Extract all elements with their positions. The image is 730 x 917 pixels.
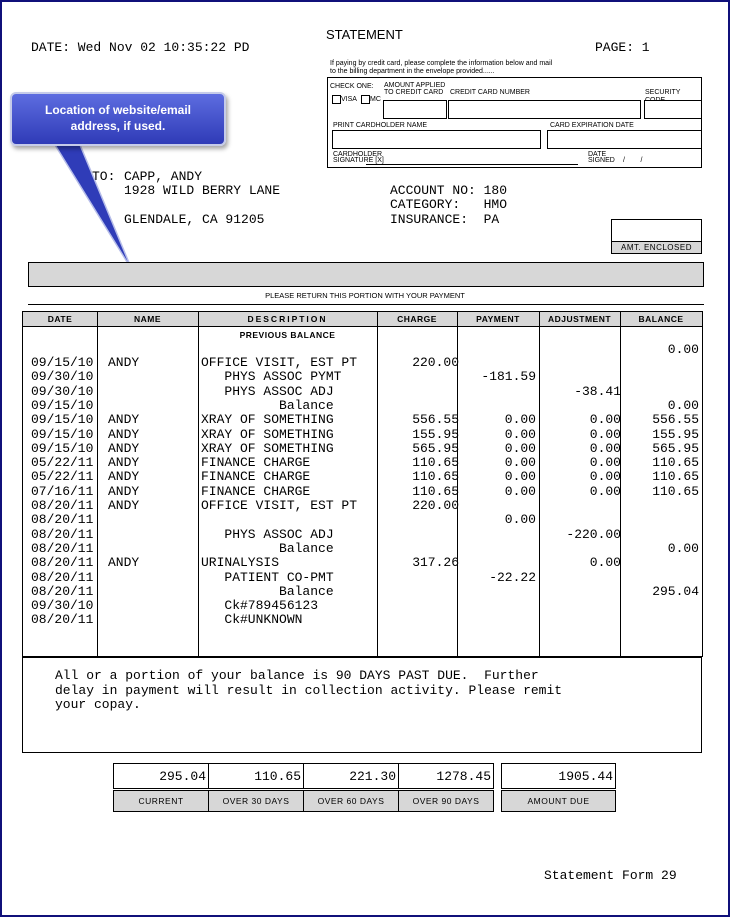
statement-title: STATEMENT [326, 27, 403, 42]
table-row [23, 571, 702, 585]
mc-label: MC [370, 96, 381, 103]
cell-adj: 0.00 [589, 484, 621, 499]
cell-desc: PHYS ASSOC ADJ [201, 526, 334, 542]
cell-name: ANDY [108, 440, 140, 456]
cell-desc: Balance [201, 540, 334, 556]
date-signed-slashes: / / [623, 157, 643, 164]
cell-bal: 0.00 [667, 541, 699, 556]
amount-enclosed-label: AMT. ENCLOSED [611, 241, 702, 254]
cell-desc: XRAY OF SOMETHING [201, 426, 334, 442]
card-instructions-1: If paying by credit card, please complete the information below and mail [330, 60, 553, 67]
cell-desc: Ck#789456123 [201, 598, 319, 614]
patient-name: CAPP, ANDY [124, 169, 203, 184]
cell-date: 08/20/11 [31, 570, 94, 585]
table-row [23, 442, 702, 456]
previous-balance-label: PREVIOUS BALANCE [239, 330, 336, 340]
cell-name: ANDY [108, 455, 140, 471]
callout-tail [52, 140, 132, 270]
cell-payment: -181.59 [481, 370, 536, 385]
cell-desc: Balance [201, 583, 334, 599]
footer-form-id: Statement Form 29 [544, 868, 677, 883]
header-payment: PAYMENT [476, 314, 520, 324]
aging-label: OVER 60 DAYS [303, 790, 399, 812]
account-number: ACCOUNT NO: 180 [390, 183, 508, 198]
cell-desc: FINANCE CHARGE [201, 455, 311, 471]
cell-charge: 556.55 [412, 413, 459, 428]
aging-value: 221.30 [303, 763, 399, 789]
address-street: 1928 WILD BERRY LANE [124, 183, 281, 198]
card-number-label: CREDIT CARD NUMBER [450, 89, 530, 96]
signature-label-1: CARDHOLDER [333, 151, 383, 158]
cell-charge: 110.65 [412, 470, 459, 485]
aging-value: 295.04 [113, 763, 209, 789]
cell-desc: XRAY OF SOMETHING [201, 412, 334, 428]
cell-adj: -220.00 [566, 527, 621, 542]
aging-label: OVER 90 DAYS [398, 790, 494, 812]
cell-date: 07/16/11 [31, 484, 94, 499]
cell-date: 08/20/11 [31, 513, 94, 528]
cell-charge: 220.00 [412, 356, 459, 370]
header-charge: CHARGE [397, 314, 437, 324]
cell-name: ANDY [108, 498, 140, 513]
check-one-label: CHECK ONE: [330, 83, 374, 90]
cell-date: 08/20/11 [31, 499, 94, 513]
callout-box [10, 92, 226, 146]
cell-charge: 110.65 [412, 484, 459, 499]
cell-payment: 0.00 [504, 470, 536, 485]
website-bar [28, 262, 704, 287]
table-row [23, 613, 702, 627]
cell-date: 09/15/10 [31, 398, 94, 413]
table-row [23, 499, 702, 513]
visa-label: VISA [341, 96, 357, 103]
cell-date: 08/20/11 [31, 527, 94, 542]
table-row [23, 428, 702, 442]
cell-desc: XRAY OF SOMETHING [201, 440, 334, 456]
amount-due-label: AMOUNT DUE [501, 790, 616, 812]
cell-name: ANDY [108, 412, 140, 428]
cell-charge: 110.65 [412, 456, 459, 471]
cell-desc: Ck#UNKNOWN [201, 612, 303, 628]
table-row [23, 470, 702, 484]
header-date: DATE [47, 314, 73, 324]
cell-date: 09/15/10 [31, 441, 94, 456]
tear-line [28, 304, 704, 305]
date-signed-label-1: DATE [588, 151, 607, 158]
cell-bal: 565.95 [652, 441, 699, 456]
aging-label: OVER 30 DAYS [208, 790, 304, 812]
cell-charge: 565.95 [412, 441, 459, 456]
cell-date: 09/15/10 [31, 356, 94, 370]
cell-payment: 0.00 [504, 441, 536, 456]
previous-balance-value: 0.00 [667, 342, 699, 357]
transactions-table [22, 311, 703, 657]
cell-charge: 220.00 [412, 499, 459, 513]
address-city: GLENDALE, CA 91205 [124, 212, 265, 227]
callout-text: Location of website/email address, if used. [44, 103, 192, 133]
table-row [23, 556, 702, 570]
cell-bal: 295.04 [652, 584, 699, 599]
cell-adj: 0.00 [589, 470, 621, 485]
card-instructions-2: to the billing department in the envelope provided...... [330, 68, 495, 75]
header-name: NAME [133, 314, 162, 324]
statement-date: DATE: Wed Nov 02 10:35:22 PD [31, 40, 250, 55]
cell-desc: PHYS ASSOC PYMT [201, 369, 342, 385]
cell-payment: 0.00 [504, 513, 536, 528]
amount-applied-label-1: AMOUNT APPLIED [384, 82, 446, 89]
to-label: TO: [92, 169, 116, 184]
cell-desc: Balance [201, 397, 334, 413]
cell-adj: 0.00 [589, 413, 621, 428]
table-row [23, 399, 702, 413]
cell-adj: -38.41 [574, 384, 621, 399]
cell-desc: PHYS ASSOC ADJ [201, 383, 334, 399]
table-row [23, 528, 702, 542]
cell-payment: -22.22 [489, 570, 536, 585]
header-balance: BALANCE [638, 314, 684, 324]
cell-date: 09/30/10 [31, 384, 94, 399]
cell-desc: FINANCE CHARGE [201, 469, 311, 485]
table-row [23, 413, 702, 427]
cell-desc: OFFICE VISIT, EST PT [201, 498, 358, 513]
table-row [23, 456, 702, 470]
cell-charge: 317.26 [412, 556, 459, 571]
cell-date: 09/15/10 [31, 413, 94, 428]
table-row [23, 485, 702, 499]
cell-name: ANDY [108, 355, 140, 370]
cell-name: ANDY [108, 426, 140, 442]
message-text: All or a portion of your balance is 90 DAYS PAST DUE. Further delay in payment will result in collection activity. Please remit your copay. [55, 668, 563, 712]
table-row [23, 542, 702, 556]
amount-due-value: 1905.44 [501, 763, 616, 789]
table-row [23, 370, 702, 384]
cell-date: 08/20/11 [31, 541, 94, 556]
table-row [23, 356, 702, 370]
cell-desc: URINALYSIS [201, 555, 280, 571]
insurance: INSURANCE: PA [390, 212, 500, 227]
cell-name: ANDY [108, 483, 140, 499]
cell-date: 08/20/11 [31, 584, 94, 599]
cell-adj: 0.00 [589, 456, 621, 471]
cell-date: 08/20/11 [31, 556, 94, 571]
category: CATEGORY: HMO [390, 197, 508, 212]
cell-date: 05/22/11 [31, 470, 94, 485]
return-note: PLEASE RETURN THIS PORTION WITH YOUR PAYMENT [265, 291, 465, 300]
cell-payment: 0.00 [504, 456, 536, 471]
page-number: PAGE: 1 [595, 40, 650, 55]
header-adjustment: ADJUSTMENT [547, 314, 612, 324]
cell-payment: 0.00 [504, 427, 536, 442]
cell-bal: 556.55 [652, 413, 699, 428]
signature-label-2: SIGNATURE [X] [333, 157, 384, 164]
cell-adj: 0.00 [589, 427, 621, 442]
aging-value: 1278.45 [398, 763, 494, 789]
message-box [22, 657, 702, 753]
cell-date: 09/30/10 [31, 599, 94, 614]
cell-desc: PATIENT CO-PMT [201, 569, 334, 585]
aging-value: 110.65 [208, 763, 304, 789]
cell-bal: 110.65 [652, 484, 699, 499]
table-row [23, 385, 702, 399]
security-code-label: SECURITY [645, 89, 681, 96]
cell-date: 08/20/11 [31, 613, 94, 628]
amount-applied-label-2: TO CREDIT CARD [384, 89, 444, 96]
cell-bal: 110.65 [652, 470, 699, 485]
cell-desc: FINANCE CHARGE [201, 483, 311, 499]
aging-label: CURRENT [113, 790, 209, 812]
table-row [23, 513, 702, 527]
table-row [23, 599, 702, 613]
date-signed-label-2: SIGNED [588, 157, 615, 164]
cell-charge: 155.95 [412, 427, 459, 442]
cell-date: 09/15/10 [31, 427, 94, 442]
expiration-label: CARD EXPIRATION DATE [550, 122, 634, 129]
cell-adj: 0.00 [589, 556, 621, 571]
cardholder-name-label: PRINT CARDHOLDER NAME [333, 122, 427, 129]
cell-desc: OFFICE VISIT, EST PT [201, 355, 358, 370]
cell-bal: 155.95 [652, 427, 699, 442]
cell-date: 05/22/11 [31, 456, 94, 471]
cell-payment: 0.00 [504, 484, 536, 499]
cell-date: 09/30/10 [31, 370, 94, 385]
amount-enclosed-field[interactable] [611, 219, 702, 242]
cell-adj: 0.00 [589, 441, 621, 456]
cell-payment: 0.00 [504, 413, 536, 428]
cell-name: ANDY [108, 469, 140, 485]
table-row [23, 585, 702, 599]
cell-name: ANDY [108, 555, 140, 571]
header-description: DESCRIPTION [247, 314, 328, 324]
cell-bal: 110.65 [652, 456, 699, 471]
cell-bal: 0.00 [667, 398, 699, 413]
callout-pointer [0, 0, 730, 300]
